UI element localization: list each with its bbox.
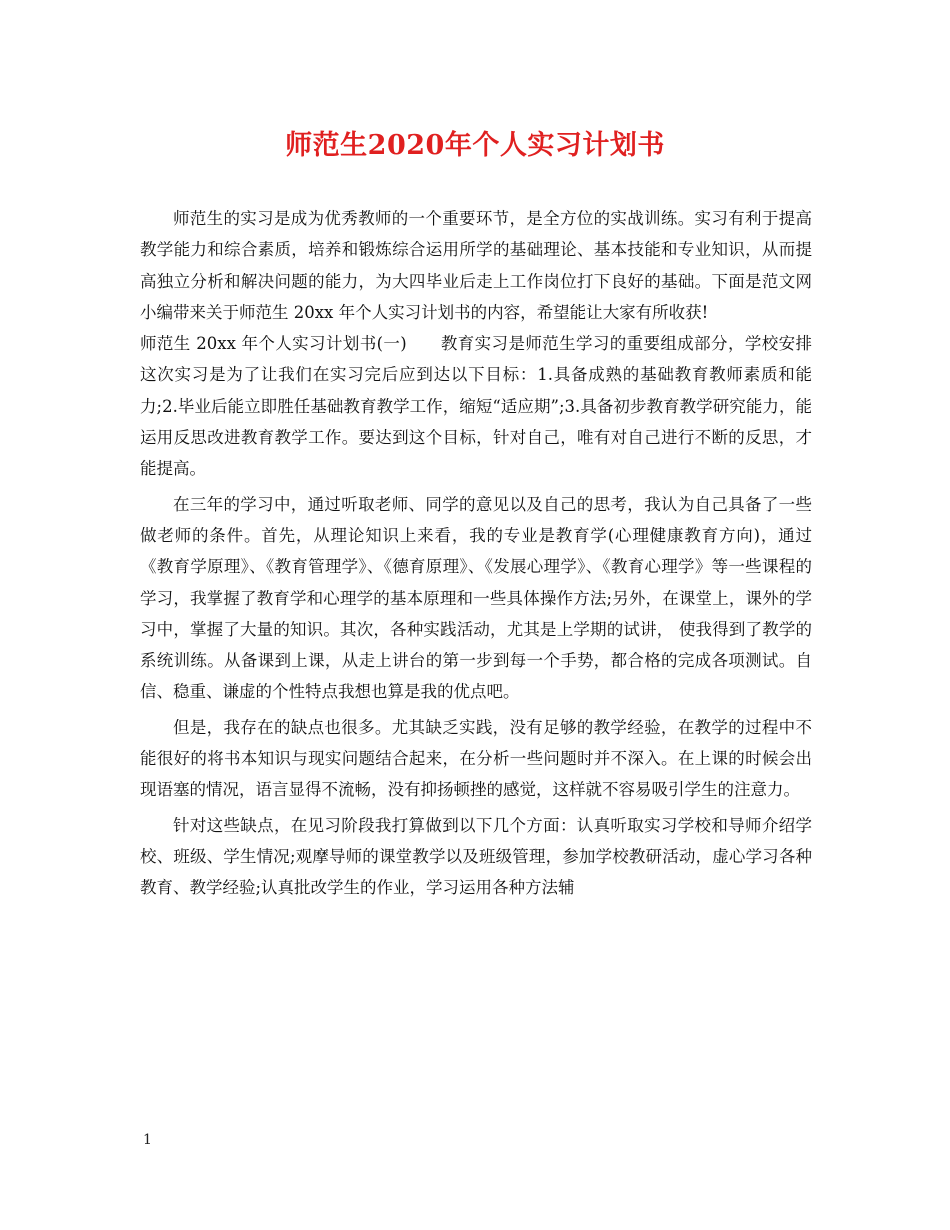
paragraph-intro: 师范生的实习是成为优秀教师的一个重要环节，是全方位的实战训练。实习有利于提高教学能力和综合素质，培养和锻炼综合运用所学的基础理论、基本技能和专业知识，从而提高独立分析和解决问题的能力，为大四毕业后走上工作岗位打下良好的基础。下面是范文网小编带来关于师范生 20xx 年个人实习计划书的内容，希望能让大家有所收获!	[140, 209, 812, 322]
document-title: 师范生2020年个人实习计划书	[285, 130, 665, 161]
page-number: 1	[143, 1132, 152, 1148]
paragraph-strengths: 在三年的学习中，通过听取老师、同学的意见以及自己的思考，我认为自己具备了一些做老师的条件。首先，从理论知识上来看，我的专业是教育学(心理健康教育方向)，通过《教育学原理》、《教育管理学》、《德育原理》、《发展心理学》、《教育心理学》等一些课程的学习，我掌握了教育学和心理学的基本原理和一些具体操作方法;另外，在课堂上，课外的学习中，掌握了大量的知识。其次，各种实践活动，尤其是上学期的试讲， 使我得到了教学的系统训练。从备课到上课，从走上讲台的第一步到每一个手势，都合格的完成各项测试。自信、稳重、谦虚的个性特点我想也算是我的优点吧。	[140, 494, 812, 702]
document-body	[140, 203, 812, 904]
paragraph-improvements: 针对这些缺点，在见习阶段我打算做到以下几个方面：认真听取实习学校和导师介绍学校、班级、学生情况;观摩导师的课堂教学以及班级管理，参加学校教研活动，虚心学习各种教育、教学经验;认真批改学生的作业，学习运用各种方法辅	[140, 815, 812, 898]
paragraph-plan-one: 师范生 20xx 年个人实习计划书(一) 教育实习是师范生学习的重要组成部分，学校安排这次实习是为了让我们在实习完后应到达以下目标：1.具备成熟的基础教育教师素质和能力;2.毕业后能立即胜任基础教育教学工作，缩短“适应期”;3.具备初步教育教学研究能力，能运用反思改进教育教学工作。要达到这个目标，针对自己，唯有对自己进行不断的反思，才能提高。	[140, 334, 812, 479]
paragraph-weaknesses: 但是，我存在的缺点也很多。尤其缺乏实践，没有足够的教学经验，在教学的过程中不能很好的将书本知识与现实问题结合起来，在分析一些问题时并不深入。在上课的时候会出现语塞的情况，语言显得不流畅，没有抑扬顿挫的感觉，这样就不容易吸引学生的注意力。	[140, 717, 812, 800]
